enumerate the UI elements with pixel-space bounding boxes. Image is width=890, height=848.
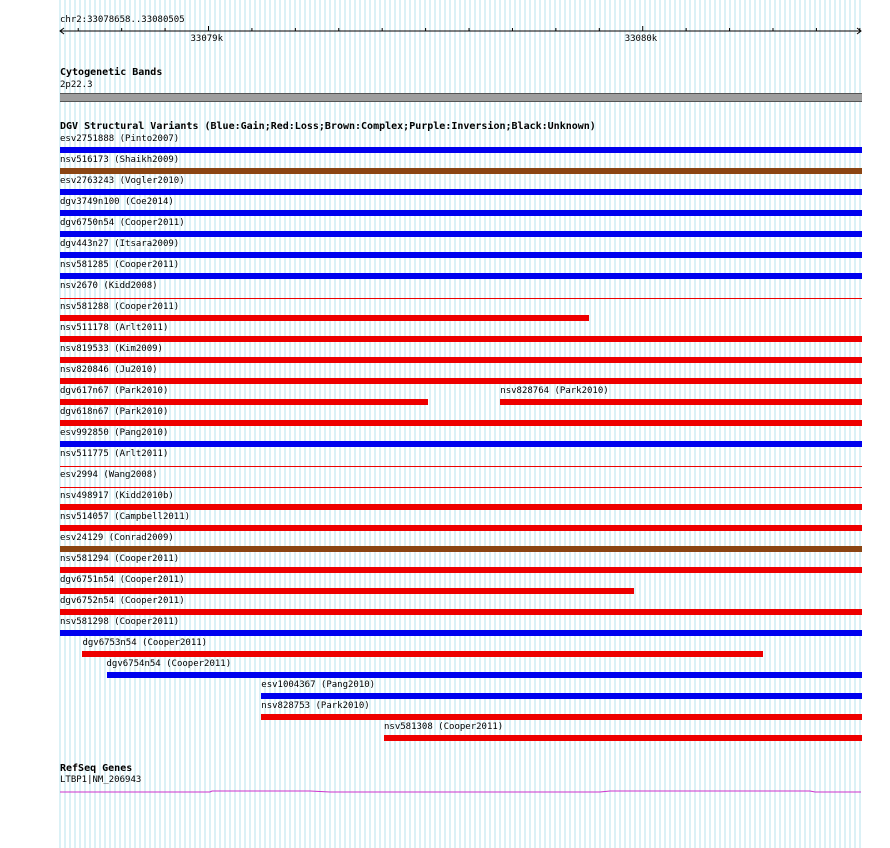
- variant-label[interactable]: nsv581288 (Cooper2011): [60, 302, 180, 312]
- gene-line[interactable]: [60, 791, 861, 792]
- variant-label[interactable]: esv1004367 (Pang2010): [261, 680, 376, 690]
- variant-bar-loss[interactable]: [60, 298, 862, 299]
- variant-label[interactable]: dgv3749n100 (Coe2014): [60, 197, 174, 207]
- variant-label[interactable]: nsv819533 (Kim2009): [60, 344, 163, 354]
- variant-label[interactable]: nsv516173 (Shaikh2009): [60, 155, 180, 165]
- variant-label[interactable]: nsv828764 (Park2010): [500, 386, 609, 396]
- variant-bar-loss[interactable]: [60, 466, 862, 467]
- variant-bar-loss[interactable]: [60, 588, 634, 594]
- refseq-gene-label[interactable]: LTBP1|NM_206943: [60, 775, 142, 785]
- variant-bar-loss[interactable]: [60, 399, 428, 405]
- variant-label[interactable]: nsv828753 (Park2010): [261, 701, 370, 711]
- ruler-ticks: [78, 26, 860, 31]
- variant-bar-loss[interactable]: [384, 735, 862, 741]
- cytoband-label: 2p22.3: [60, 80, 93, 90]
- variant-bar-gain[interactable]: [60, 147, 862, 153]
- variant-bar-loss[interactable]: [60, 504, 862, 510]
- variant-label[interactable]: nsv581298 (Cooper2011): [60, 617, 180, 627]
- variant-label[interactable]: dgv617n67 (Park2010): [60, 386, 169, 396]
- cytoband-track-title[interactable]: Cytogenetic Bands: [60, 67, 163, 78]
- variant-label[interactable]: nsv514057 (Campbell2011): [60, 512, 191, 522]
- variant-label[interactable]: nsv820846 (Ju2010): [60, 365, 158, 375]
- variant-bar-loss[interactable]: [60, 315, 589, 321]
- variant-bar-gain[interactable]: [60, 441, 862, 447]
- variant-label[interactable]: nsv581294 (Cooper2011): [60, 554, 180, 564]
- variant-bar-gain[interactable]: [107, 672, 862, 678]
- variant-bar-gain[interactable]: [60, 231, 862, 237]
- refseq-gene-feature[interactable]: [0, 786, 890, 796]
- variant-bar-loss[interactable]: [500, 399, 862, 405]
- variant-label[interactable]: dgv6753n54 (Cooper2011): [82, 638, 208, 648]
- variant-label[interactable]: nsv511775 (Arlt2011): [60, 449, 169, 459]
- variant-bar-gain[interactable]: [60, 252, 862, 258]
- variant-bar-complex[interactable]: [60, 546, 862, 552]
- variant-label[interactable]: dgv6751n54 (Cooper2011): [60, 575, 185, 585]
- variant-bar-complex[interactable]: [60, 168, 862, 174]
- variant-label[interactable]: esv2763243 (Vogler2010): [60, 176, 185, 186]
- variant-label[interactable]: esv2994 (Wang2008): [60, 470, 158, 480]
- dgv-track-title[interactable]: DGV Structural Variants (Blue:Gain;Red:Loss;Brown:Complex;Purple:Inversion;Black:Unknown): [60, 121, 596, 132]
- variant-label[interactable]: dgv443n27 (Itsara2009): [60, 239, 180, 249]
- variant-bar-loss[interactable]: [60, 525, 862, 531]
- variant-bar-gain[interactable]: [261, 693, 862, 699]
- variant-label[interactable]: nsv2670 (Kidd2008): [60, 281, 158, 291]
- variant-bar-gain[interactable]: [60, 273, 862, 279]
- region-label: chr2:33078658..33080505: [60, 15, 185, 25]
- variant-label[interactable]: dgv618n67 (Park2010): [60, 407, 169, 417]
- variant-bar-gain[interactable]: [60, 189, 862, 195]
- variant-label[interactable]: esv992850 (Pang2010): [60, 428, 169, 438]
- variant-bar-loss[interactable]: [82, 651, 762, 657]
- variant-label[interactable]: nsv581285 (Cooper2011): [60, 260, 180, 270]
- refseq-track-title[interactable]: RefSeq Genes: [60, 763, 133, 774]
- variant-label[interactable]: nsv498917 (Kidd2010b): [60, 491, 174, 501]
- variant-bar-loss[interactable]: [60, 487, 862, 488]
- variant-label[interactable]: esv24129 (Conrad2009): [60, 533, 174, 543]
- variant-bar-loss[interactable]: [60, 609, 862, 615]
- variant-bar-loss[interactable]: [60, 420, 862, 426]
- variant-label[interactable]: nsv511178 (Arlt2011): [60, 323, 169, 333]
- variant-bar-loss[interactable]: [60, 567, 862, 573]
- variant-label[interactable]: dgv6750n54 (Cooper2011): [60, 218, 185, 228]
- variant-bar-loss[interactable]: [261, 714, 862, 720]
- ruler-track[interactable]: [0, 0, 890, 60]
- cytoband-ideogram[interactable]: [60, 93, 862, 102]
- variant-bar-gain[interactable]: [60, 630, 862, 636]
- variant-bar-loss[interactable]: [60, 378, 862, 384]
- variant-label[interactable]: dgv6752n54 (Cooper2011): [60, 596, 185, 606]
- variant-bar-loss[interactable]: [60, 357, 862, 363]
- variant-bar-gain[interactable]: [60, 210, 862, 216]
- variant-label[interactable]: nsv581308 (Cooper2011): [384, 722, 504, 732]
- variant-bar-loss[interactable]: [60, 336, 862, 342]
- ruler-tick-label: 33080k: [624, 34, 658, 44]
- ruler-tick-label: 33079k: [190, 34, 224, 44]
- variant-label[interactable]: esv2751888 (Pinto2007): [60, 134, 180, 144]
- variant-label[interactable]: dgv6754n54 (Cooper2011): [106, 659, 232, 669]
